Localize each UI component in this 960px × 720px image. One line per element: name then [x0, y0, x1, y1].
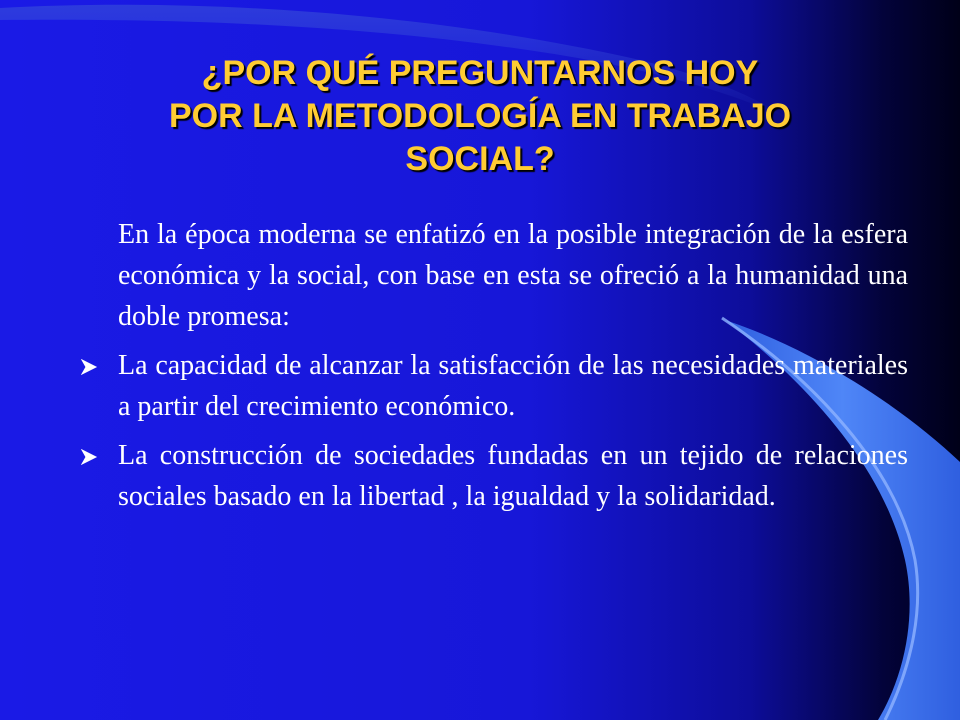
title-line-1: ¿POR QUÉ PREGUNTARNOS HOY [201, 54, 759, 92]
arrowhead-bullet-icon [80, 449, 98, 465]
slide-title [60, 52, 900, 181]
bullet-item [118, 345, 908, 427]
bullet-text: La construcción de sociedades fundadas en un tejido de relaciones sociales basado en la libertad , la igualdad y la solidaridad. [118, 440, 908, 512]
title-line-3: SOCIAL? [405, 140, 555, 178]
bullet-item [118, 435, 908, 517]
bullet-list [118, 345, 908, 517]
intro-paragraph: En la época moderna se enfatizó en la posible integración de la esfera económica y la social, con base en esta se ofreció a la humanidad una doble promesa: [118, 219, 908, 332]
title-line-2: POR LA METODOLOGÍA EN TRABAJO [168, 97, 792, 135]
arrowhead-bullet-icon [80, 359, 98, 375]
bullet-text: La capacidad de alcanzar la satisfacción de las necesidades materiales a partir del crecimiento económico. [118, 350, 908, 422]
slide-body [118, 214, 908, 525]
